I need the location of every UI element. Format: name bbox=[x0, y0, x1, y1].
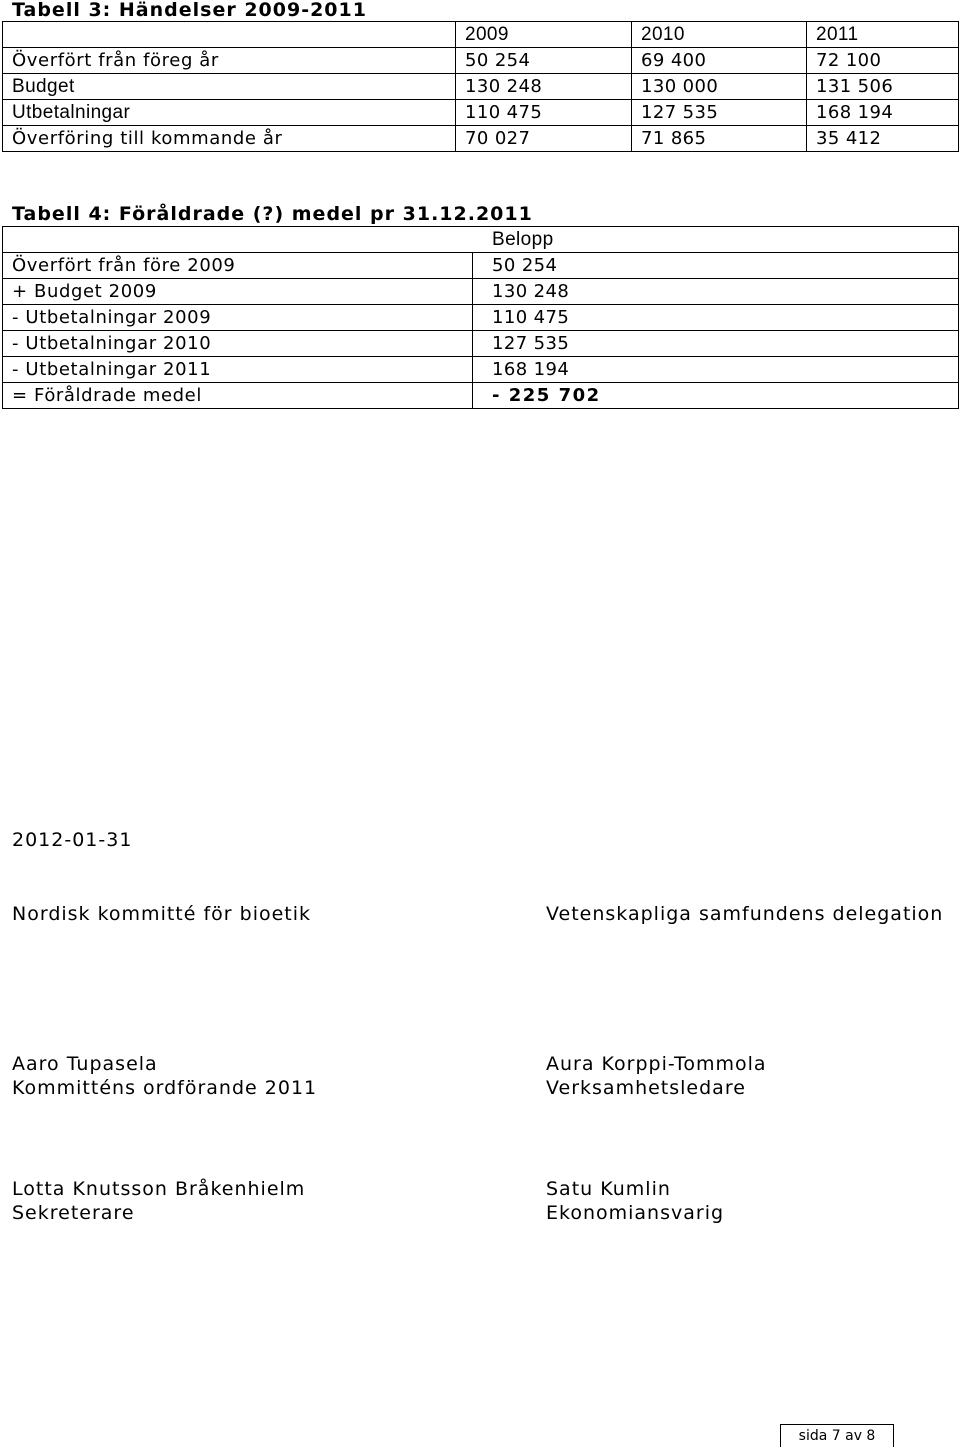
belopp-value: 168 194 bbox=[473, 357, 959, 383]
cell-2010: 71 865 bbox=[632, 126, 807, 152]
belopp-header: Belopp bbox=[3, 227, 959, 253]
signatory-name: Aura Korppi-Tommola bbox=[546, 1053, 767, 1075]
cell-2009: 50 254 bbox=[456, 48, 632, 74]
table3-header-cell bbox=[3, 22, 456, 48]
belopp-value: 130 248 bbox=[473, 279, 959, 305]
table3 bbox=[2, 21, 959, 152]
table-row bbox=[3, 253, 959, 279]
total-value: - 225 702 bbox=[473, 383, 959, 409]
table3-header-row bbox=[3, 22, 959, 48]
table-row bbox=[3, 48, 959, 74]
row-label: Utbetalningar bbox=[3, 100, 456, 126]
belopp-value: 127 535 bbox=[473, 331, 959, 357]
row-label: Överföring till kommande år bbox=[3, 126, 456, 152]
signatory-role: Sekreterare bbox=[12, 1202, 135, 1224]
signatory-name: Satu Kumlin bbox=[546, 1178, 671, 1200]
left-organization: Nordisk kommitté för bioetik bbox=[12, 903, 312, 925]
table4-title: Tabell 4: Föråldrade (?) medel pr 31.12.2011 bbox=[12, 203, 533, 225]
cell-2011: 35 412 bbox=[807, 126, 959, 152]
cell-2010: 69 400 bbox=[632, 48, 807, 74]
table3-title: Tabell 3: Händelser 2009-2011 bbox=[12, 0, 367, 21]
table-row bbox=[3, 331, 959, 357]
row-label: - Utbetalningar 2009 bbox=[3, 305, 473, 331]
table-row bbox=[3, 305, 959, 331]
row-label: - Utbetalningar 2010 bbox=[3, 331, 473, 357]
table-row bbox=[3, 279, 959, 305]
row-label: + Budget 2009 bbox=[3, 279, 473, 305]
signatory-role: Verksamhetsledare bbox=[546, 1077, 746, 1099]
cell-2011: 72 100 bbox=[807, 48, 959, 74]
row-label: Överfört från före 2009 bbox=[3, 253, 473, 279]
row-label: = Föråldrade medel bbox=[3, 383, 473, 409]
table3-header-cell: 2010 bbox=[632, 22, 807, 48]
table3-header-cell: 2009 bbox=[456, 22, 632, 48]
page-number: sida 7 av 8 bbox=[780, 1424, 894, 1447]
table-row bbox=[3, 126, 959, 152]
table4 bbox=[2, 226, 959, 409]
row-label: - Utbetalningar 2011 bbox=[3, 357, 473, 383]
cell-2011: 131 506 bbox=[807, 74, 959, 100]
signatory-name: Lotta Knutsson Bråkenhielm bbox=[12, 1178, 306, 1200]
cell-2009: 70 027 bbox=[456, 126, 632, 152]
signatory-role: Ekonomiansvarig bbox=[546, 1202, 725, 1224]
cell-2010: 130 000 bbox=[632, 74, 807, 100]
table-row bbox=[3, 357, 959, 383]
row-label: Överfört från föreg år bbox=[3, 48, 456, 74]
table-row bbox=[3, 74, 959, 100]
cell-2011: 168 194 bbox=[807, 100, 959, 126]
belopp-value: 50 254 bbox=[473, 253, 959, 279]
document-date: 2012-01-31 bbox=[12, 829, 133, 851]
belopp-value: 110 475 bbox=[473, 305, 959, 331]
table4-header-row bbox=[3, 227, 959, 253]
right-organization: Vetenskapliga samfundens delegation bbox=[546, 903, 944, 925]
cell-2009: 110 475 bbox=[456, 100, 632, 126]
signatory-name: Aaro Tupasela bbox=[12, 1053, 158, 1075]
table-row-total bbox=[3, 383, 959, 409]
cell-2010: 127 535 bbox=[632, 100, 807, 126]
table-row bbox=[3, 100, 959, 126]
row-label: Budget bbox=[3, 74, 456, 100]
signatory-role: Kommitténs ordförande 2011 bbox=[12, 1077, 318, 1099]
table3-header-cell: 2011 bbox=[807, 22, 959, 48]
cell-2009: 130 248 bbox=[456, 74, 632, 100]
